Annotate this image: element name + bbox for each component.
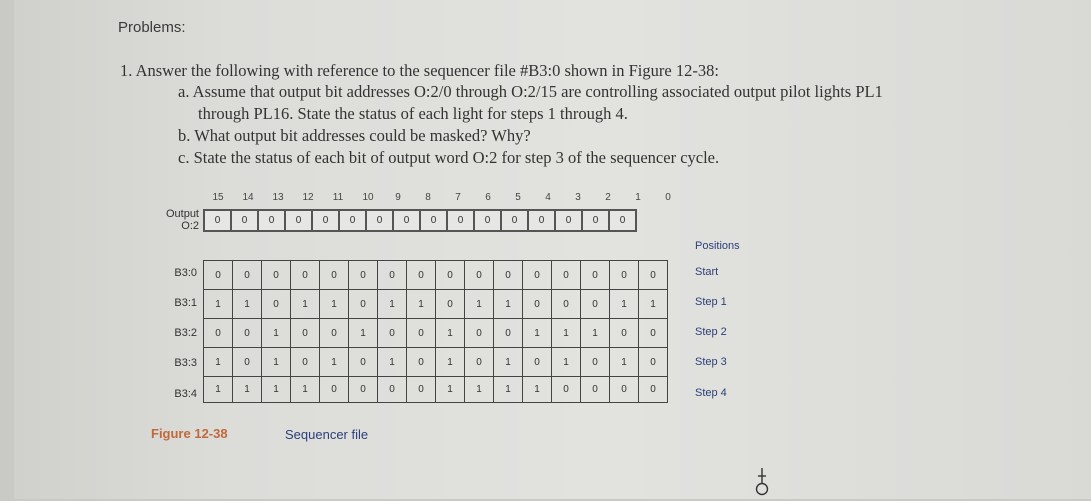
bit-number-label: 2: [605, 192, 611, 203]
sequencer-bit-cell: 0: [581, 348, 610, 377]
sequencer-bit-cell: 0: [262, 261, 291, 290]
sequencer-bit-cell: 1: [436, 377, 465, 403]
row-address-label: B3:3: [174, 357, 197, 369]
step-label: Start: [695, 266, 719, 278]
sequencer-bit-cell: 1: [465, 377, 494, 403]
sequencer-bit-cell: 0: [494, 261, 523, 290]
sequencer-bit-cell: 0: [407, 261, 436, 290]
sequencer-bit-cell: 0: [233, 261, 262, 290]
sequencer-bit-cell: 0: [494, 319, 523, 348]
sequencer-row: [204, 290, 668, 319]
sequencer-row: [204, 377, 668, 403]
output-bit-cell: 0: [609, 210, 636, 231]
sequencer-bit-cell: 0: [523, 261, 552, 290]
sequencer-bit-cell: 1: [291, 290, 320, 319]
sequencer-bit-cell: 0: [204, 319, 233, 348]
sequencer-bit-cell: 1: [523, 377, 552, 403]
step-label: Step 3: [695, 356, 727, 368]
output-bit-cell: 0: [258, 210, 285, 231]
output-bit-cell: 0: [447, 210, 474, 231]
sequencer-bit-cell: 1: [552, 319, 581, 348]
step-label: Step 4: [695, 387, 727, 399]
output-bit-cell: 0: [285, 210, 312, 231]
sequencer-file-table: [203, 260, 668, 403]
sequencer-bit-cell: 0: [349, 290, 378, 319]
sequencer-bit-cell: 1: [204, 377, 233, 403]
sequencer-bit-cell: 0: [349, 348, 378, 377]
row-address-label: B3:4: [174, 388, 197, 400]
sequencer-bit-cell: 1: [233, 290, 262, 319]
output-bit-cell: 0: [501, 210, 528, 231]
sequencer-bit-cell: 0: [291, 261, 320, 290]
sequencer-bit-cell: 0: [465, 261, 494, 290]
output-bit-cell: 0: [339, 210, 366, 231]
sequencer-bit-cell: 1: [320, 348, 349, 377]
bit-number-label: 5: [515, 192, 521, 203]
step-label: Step 1: [695, 296, 727, 308]
question-1: 1. Answer the following with reference to the sequencer file #B3:0 shown in Figure 12-38:: [120, 61, 719, 80]
bit-number-label: 7: [455, 192, 461, 203]
bit-number-label: 4: [545, 192, 551, 203]
sequencer-bit-cell: 1: [262, 319, 291, 348]
sequencer-bit-cell: 0: [233, 319, 262, 348]
row-address-label: B3:2: [174, 327, 197, 339]
sequencer-bit-cell: 0: [581, 377, 610, 403]
sequencer-bit-cell: 0: [378, 377, 407, 403]
sequencer-bit-cell: 0: [407, 348, 436, 377]
bit-number-label: 6: [485, 192, 491, 203]
sequencer-bit-cell: 1: [436, 319, 465, 348]
output-bit-cell: 0: [582, 210, 609, 231]
sequencer-bit-cell: 0: [233, 348, 262, 377]
sequencer-bit-cell: 1: [204, 348, 233, 377]
sequencer-row: [204, 348, 668, 377]
sequencer-bit-cell: 0: [465, 348, 494, 377]
sequencer-bit-cell: 1: [262, 377, 291, 403]
question-1c: c. State the status of each bit of output word O:2 for step 3 of the sequencer cycle.: [178, 148, 720, 167]
sequencer-bit-cell: 0: [204, 261, 233, 290]
sequencer-bit-cell: 0: [291, 319, 320, 348]
sequencer-bit-cell: 0: [349, 377, 378, 403]
sequencer-bit-cell: 0: [320, 319, 349, 348]
output-bit-cell: 0: [312, 210, 339, 231]
bit-number-label: 12: [302, 192, 314, 203]
bit-number-label: 0: [665, 192, 671, 203]
sequencer-row: [204, 261, 668, 290]
bit-number-label: 1: [635, 192, 641, 203]
sequencer-bit-cell: 1: [233, 377, 262, 403]
positions-label: Positions: [695, 240, 740, 252]
row-address-label: B3:0: [174, 267, 197, 279]
sequencer-bit-cell: 0: [639, 261, 668, 290]
sequencer-bit-cell: 1: [262, 348, 291, 377]
output-bit-cell: 0: [420, 210, 447, 231]
output-bit-cell: 0: [231, 210, 258, 231]
output-label: Output O:2: [165, 208, 199, 232]
sequencer-bit-cell: 1: [204, 290, 233, 319]
sequencer-bit-cell: 0: [523, 290, 552, 319]
sequencer-bit-cell: 1: [552, 348, 581, 377]
sequencer-bit-cell: 1: [523, 319, 552, 348]
bit-number-label: 8: [425, 192, 431, 203]
bit-number-label: 3: [575, 192, 581, 203]
sequencer-bit-cell: 0: [378, 261, 407, 290]
sequencer-bit-cell: 0: [465, 319, 494, 348]
sequencer-bit-cell: 1: [581, 319, 610, 348]
sequencer-bit-cell: 1: [610, 348, 639, 377]
document-page: [14, 0, 1091, 499]
sequencer-bit-cell: 0: [610, 261, 639, 290]
figure-number: Figure 12-38: [151, 426, 228, 441]
sequencer-bit-cell: 0: [523, 348, 552, 377]
sequencer-bit-cell: 1: [639, 290, 668, 319]
sequencer-bit-cell: 1: [407, 290, 436, 319]
sequencer-bit-cell: 0: [436, 261, 465, 290]
sequencer-bit-cell: 0: [552, 290, 581, 319]
pen-cursor-icon: [752, 466, 772, 501]
sequencer-bit-cell: 0: [639, 319, 668, 348]
bit-number-label: 13: [272, 192, 284, 203]
sequencer-bit-cell: 0: [436, 290, 465, 319]
sequencer-row: [204, 319, 668, 348]
sequencer-bit-cell: 1: [494, 377, 523, 403]
sequencer-bit-cell: 1: [378, 348, 407, 377]
problems-heading: Problems:: [118, 19, 186, 36]
sequencer-bit-cell: 0: [610, 319, 639, 348]
row-address-label: B3:1: [174, 297, 197, 309]
sequencer-bit-cell: 0: [291, 348, 320, 377]
bit-number-label: 15: [212, 192, 224, 203]
output-bit-cell: 0: [393, 210, 420, 231]
sequencer-bit-cell: 0: [552, 377, 581, 403]
question-1a-continued: through PL16. State the status of each light for steps 1 through 4.: [198, 104, 628, 123]
output-bit-cell: 0: [204, 210, 231, 231]
sequencer-bit-cell: 1: [378, 290, 407, 319]
sequencer-bit-cell: 0: [639, 377, 668, 403]
output-word-table: [203, 209, 637, 232]
sequencer-bit-cell: 0: [639, 348, 668, 377]
step-label: Step 2: [695, 326, 727, 338]
question-1a: a. Assume that output bit addresses O:2/0 through O:2/15 are controlling associated output pilot lights PL1: [178, 82, 883, 101]
sequencer-bit-cell: 0: [581, 290, 610, 319]
sequencer-bit-cell: 0: [407, 377, 436, 403]
sequencer-bit-cell: 0: [349, 261, 378, 290]
sequencer-bit-cell: 1: [610, 290, 639, 319]
sequencer-bit-cell: 0: [552, 261, 581, 290]
sequencer-bit-cell: 0: [581, 261, 610, 290]
output-bit-cell: 0: [528, 210, 555, 231]
output-bit-cell: 0: [474, 210, 501, 231]
sequencer-bit-cell: 0: [407, 319, 436, 348]
question-1b: b. What output bit addresses could be masked? Why?: [178, 126, 531, 145]
output-bit-cell: 0: [555, 210, 582, 231]
bit-number-label: 10: [362, 192, 374, 203]
sequencer-bit-cell: 0: [378, 319, 407, 348]
sequencer-bit-cell: 0: [320, 377, 349, 403]
output-bit-cell: 0: [366, 210, 393, 231]
bit-number-label: 9: [395, 192, 401, 203]
bit-number-label: 14: [242, 192, 254, 203]
sequencer-bit-cell: 1: [349, 319, 378, 348]
sequencer-bit-cell: 1: [494, 348, 523, 377]
sequencer-bit-cell: 0: [262, 290, 291, 319]
sequencer-bit-cell: 1: [291, 377, 320, 403]
sequencer-bit-cell: 1: [320, 290, 349, 319]
figure-title: Sequencer file: [285, 427, 369, 442]
bit-number-label: 11: [332, 192, 344, 203]
sequencer-bit-cell: 0: [610, 377, 639, 403]
sequencer-bit-cell: 1: [494, 290, 523, 319]
sequencer-bit-cell: 1: [436, 348, 465, 377]
sequencer-bit-cell: 0: [320, 261, 349, 290]
sequencer-bit-cell: 1: [465, 290, 494, 319]
